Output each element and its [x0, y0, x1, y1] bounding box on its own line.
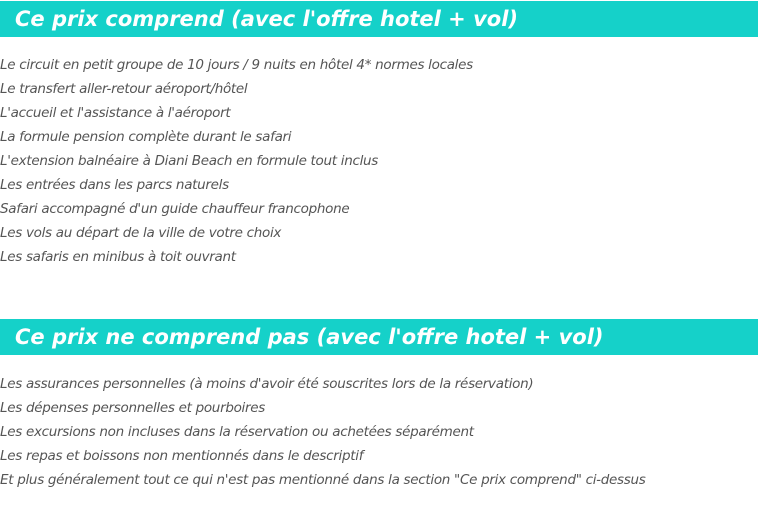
list-item: Les vols au départ de la ville de votre choix	[0, 225, 282, 241]
list-item: La formule pension complète durant le safari	[0, 129, 292, 145]
list-item: Les entrées dans les parcs naturels	[0, 177, 229, 193]
list-item: Les assurances personnelles (à moins d'avoir été souscrites lors de la réservation)	[0, 376, 534, 392]
list-item: Les dépenses personnelles et pourboires	[0, 400, 265, 416]
included-section-heading: Ce prix comprend (avec l'offre hotel + vol)	[0, 1, 758, 37]
list-item: Et plus généralement tout ce qui n'est pas mentionné dans la section "Ce prix comprend" ci-dessus	[0, 472, 646, 488]
list-item: Safari accompagné d'un guide chauffeur francophone	[0, 201, 350, 217]
list-item: L'extension balnéaire à Diani Beach en formule tout inclus	[0, 153, 379, 169]
list-item: Le circuit en petit groupe de 10 jours / 9 nuits en hôtel 4* normes locales	[0, 57, 473, 73]
list-item: Les excursions non incluses dans la réservation ou achetées séparément	[0, 424, 474, 440]
excluded-section-heading: Ce prix ne comprend pas (avec l'offre hotel + vol)	[0, 319, 758, 355]
list-item: Les safaris en minibus à toit ouvrant	[0, 249, 236, 265]
list-item: Le transfert aller-retour aéroport/hôtel	[0, 81, 248, 97]
included-items-list	[0, 53, 758, 269]
excluded-items-list	[0, 372, 758, 492]
list-item: L'accueil et l'assistance à l'aéroport	[0, 105, 231, 121]
list-item: Les repas et boissons non mentionnés dans le descriptif	[0, 448, 364, 464]
